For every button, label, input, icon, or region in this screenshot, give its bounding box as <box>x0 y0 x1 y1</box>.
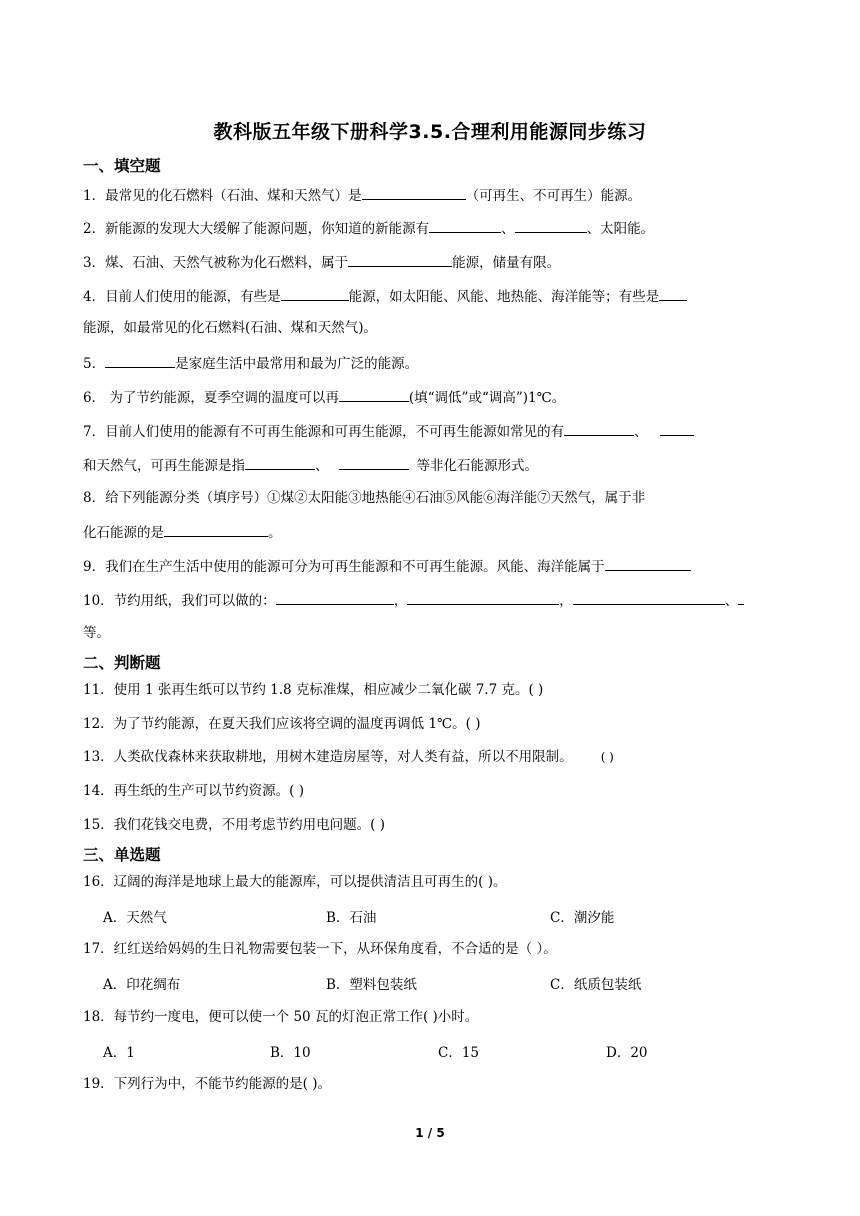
question-17: 17．红红送给妈妈的生日礼物需要包装一下，从环保角度看，不合适的是（ ）。 <box>83 941 557 957</box>
answer-blank <box>605 555 691 571</box>
question-7: 7．目前人们使用的能源有不可再生能源和可再生能源，不可再生能源如常见的有 、 <box>83 420 779 442</box>
answer-blank <box>339 454 409 470</box>
answer-blank <box>429 217 501 233</box>
question-16: 16．辽阔的海洋是地球上最大的能源库，可以提供清洁且可再生的( )。 <box>83 874 507 890</box>
question-15: 15．我们花钱交电费，不用考虑节约用电问题。( ) <box>83 817 386 833</box>
option-c: C．15 <box>438 1045 480 1061</box>
option-d: D．20 <box>606 1045 648 1061</box>
question-7-continued: 和天然气，可再生能源是指 、 等非化石能源形式。 <box>83 454 779 476</box>
question-2: 2．新能源的发现大大缓解了能源问题，你知道的新能源有 、 、太阳能。 <box>83 217 779 239</box>
page-title: 教科版五年级下册科学3.5.合理利用能源同步练习 <box>213 121 647 143</box>
question-1: 1．最常见的化石燃料（石油、煤和天然气）是 （可再生、不可再生）能源。 <box>83 184 779 206</box>
question-3: 3．煤、石油、天然气被称为化石燃料，属于 能源，储量有限。 <box>83 251 779 273</box>
answer-blank <box>164 521 268 537</box>
question-6: 6． 为了节约能源，夏季空调的温度可以再 (填“调低”或“调高”)1℃。 <box>83 386 779 408</box>
answer-blank <box>245 454 315 470</box>
answer-blank <box>573 589 725 605</box>
answer-blank <box>659 285 687 301</box>
answer-blank <box>105 352 175 368</box>
answer-blank <box>660 420 694 436</box>
section-true-false: 二、判断题 <box>83 654 161 672</box>
question-8-continued: 化石能源的是 。 <box>83 521 779 543</box>
question-13: 13．人类砍伐森林来获取耕地，用树木建造房屋等，对人类有益，所以不用限制。 ( ) <box>83 749 614 765</box>
question-8: 8．给下列能源分类（填序号）①煤②太阳能③地热能④石油⑤风能⑥海洋能⑦天然气，属于非 <box>83 490 646 506</box>
question-12: 12．为了节约能源，在夏天我们应该将空调的温度再调低 1℃。( ) <box>83 716 481 732</box>
question-4-continued: 能源，如最常见的化石燃料(石油、煤和天然气)。 <box>83 320 378 336</box>
option-a: A．天然气 <box>103 910 167 926</box>
answer-blank <box>407 589 559 605</box>
question-14: 14．再生纸的生产可以节约资源。( ) <box>83 783 305 799</box>
section-single-choice: 三、单选题 <box>83 846 161 864</box>
answer-blank <box>362 184 466 200</box>
question-10-continued: 等。 <box>83 625 110 641</box>
answer-blank <box>738 589 744 605</box>
question-18: 18．每节约一度电，便可以使一个 50 瓦的灯泡正常工作( )小时。 <box>83 1009 479 1025</box>
answer-blank <box>564 420 634 436</box>
option-a: A．1 <box>103 1045 135 1061</box>
answer-blank <box>276 589 394 605</box>
option-b: B．石油 <box>326 910 377 926</box>
option-c: C．纸质包装纸 <box>550 977 642 993</box>
option-b: B．塑料包装纸 <box>326 977 417 993</box>
question-10: 10．节约用纸，我们可以做的： ， ， 、 <box>83 589 779 611</box>
option-b: B．10 <box>270 1045 311 1061</box>
option-c: C．潮汐能 <box>550 910 615 926</box>
question-19: 19．下列行为中，不能节约能源的是( )。 <box>83 1076 332 1092</box>
answer-blank <box>339 386 409 402</box>
question-11: 11．使用 1 张再生纸可以节约 1.8 克标准煤，相应减少二氧化碳 7.7 克。( ) <box>83 682 544 698</box>
option-a: A．印花绸布 <box>103 977 181 993</box>
answer-blank <box>348 251 452 267</box>
answer-blank <box>515 217 587 233</box>
page-number: 1 / 5 <box>415 1126 445 1140</box>
answer-blank <box>281 285 349 301</box>
question-5: 5． 是家庭生活中最常用和最为广泛的能源。 <box>83 352 779 374</box>
question-9: 9．我们在生产生活中使用的能源可分为可再生能源和不可再生能源。风能、海洋能属于 <box>83 555 779 577</box>
section-fill-in: 一、填空题 <box>83 157 161 175</box>
question-4: 4．目前人们使用的能源，有些是 能源，如太阳能、风能、地热能、海洋能等；有些是 <box>83 285 779 307</box>
